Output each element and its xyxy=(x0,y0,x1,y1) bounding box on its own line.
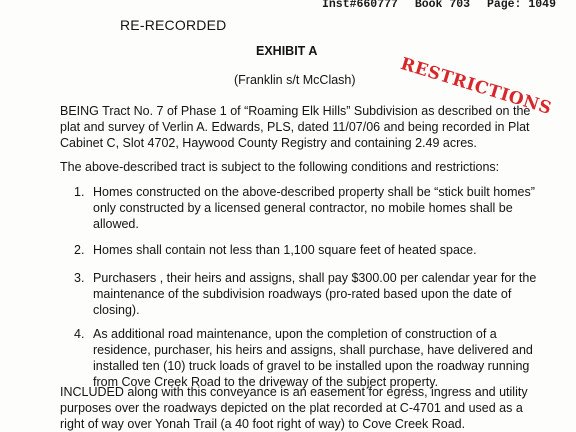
item-number: 1. xyxy=(74,185,85,199)
intro-line: plat and survey of Verlin A. Edwards, PLS, dated 11/07/06 and being recorded in Plat xyxy=(60,120,530,134)
item-line: Purchasers , their heirs and assigns, shall pay $300.00 per calendar year for the xyxy=(93,271,537,285)
document-subtitle: (Franklin s/t McClash) xyxy=(234,73,356,87)
intro-line: Cabinet C, Slot 4702, Haywood County Registry and containing 2.49 acres. xyxy=(60,136,477,150)
item-line: Homes constructed on the above-described property shall be “stick built homes” xyxy=(93,185,535,199)
easement-line: purposes over the roadways depicted on the plat recorded at C-4701 and used as a xyxy=(60,401,523,415)
item-body xyxy=(93,326,533,390)
intro-line: BEING Tract No. 7 of Phase 1 of “Roaming Elk Hills” Subdivision as described on the xyxy=(60,104,531,118)
page-number: Page: 1049 xyxy=(486,0,556,11)
rerecorded-label: RE-RECORDED xyxy=(120,17,227,33)
item-number: 4. xyxy=(74,327,85,341)
item-number: 2. xyxy=(74,243,85,257)
easement-line: right of way over Yonah Trail (a 40 foot right of way) to Cove Creek Road. xyxy=(60,417,466,431)
item-line: from Cove Creek Road to the driveway of the subject property. xyxy=(93,375,439,389)
easement-paragraph xyxy=(60,384,528,432)
item-line: residence, purchaser, his heirs and assigns, shall purchase, have delivered and xyxy=(93,343,533,357)
item-line: installed ten (10) truck loads of gravel to be installed upon the roadway running xyxy=(93,359,530,373)
intro-paragraph xyxy=(60,103,530,151)
item-line: maintenance of the subdivision roadways (pro-rated based upon the date of xyxy=(93,287,512,301)
conditions-intro: The above-described tract is subject to the following conditions and restrictions: xyxy=(60,160,500,174)
instrument-number: Inst#660777 xyxy=(322,0,398,11)
recording-header xyxy=(322,0,566,11)
book-number: Book 703 xyxy=(414,0,471,11)
item-line: allowed. xyxy=(93,217,139,231)
item-line: closing). xyxy=(93,303,140,317)
item-line: only constructed by a licensed general contractor, no mobile homes shall be xyxy=(93,201,513,215)
item-body xyxy=(93,242,477,258)
item-number: 3. xyxy=(74,271,85,285)
item-body xyxy=(93,270,536,318)
item-body xyxy=(93,184,535,232)
document-title: EXHIBIT A xyxy=(256,44,318,58)
item-line: As additional road maintenance, upon the completion of construction of a xyxy=(93,327,497,341)
easement-line: INCLUDED along with this conveyance is an easement for egress, ingress and utility xyxy=(60,385,528,399)
restrictions-stamp: RESTRICTIONS xyxy=(398,54,555,119)
item-line: Homes shall contain not less than 1,100 square feet of heated space. xyxy=(93,243,477,257)
